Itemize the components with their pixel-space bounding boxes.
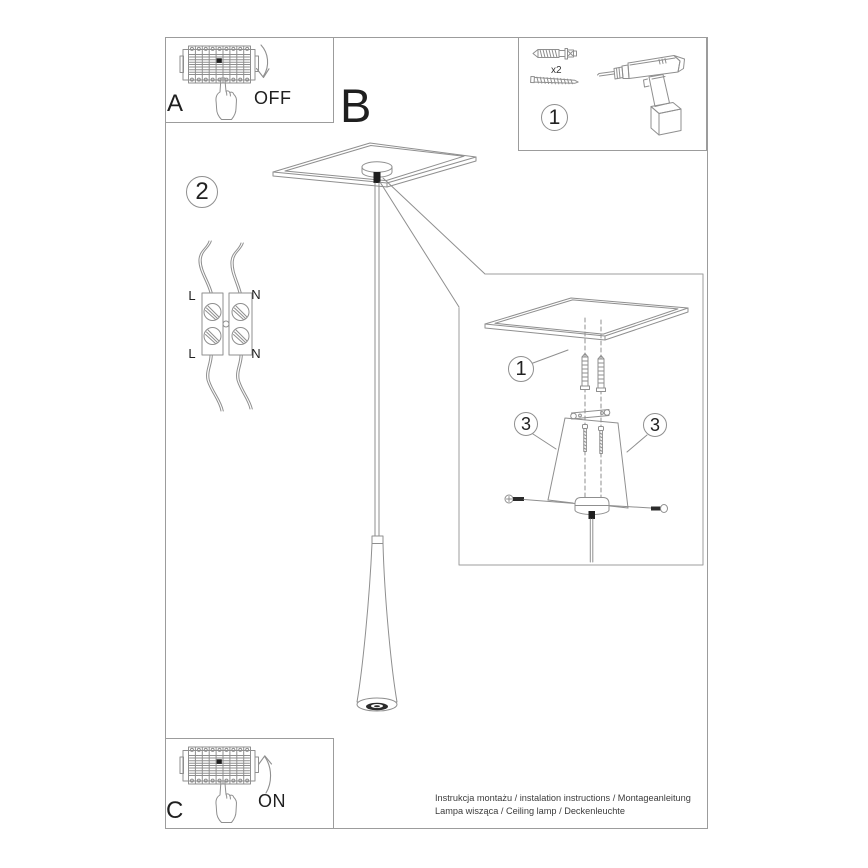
inset-step-1-badge xyxy=(508,356,534,382)
inset-step-3-right-badge xyxy=(643,413,667,437)
parts-step-badge xyxy=(541,104,568,131)
wire-label-n-top: N xyxy=(251,287,261,302)
on-label: ON xyxy=(258,791,286,811)
parts-step-number: 1 xyxy=(548,105,561,129)
wire-label-n-bottom: N xyxy=(251,346,261,361)
step-label-b: B xyxy=(340,79,372,132)
off-label: OFF xyxy=(254,88,292,108)
inset-step-1-number: 1 xyxy=(515,357,527,380)
wire-label-l-bottom: L xyxy=(188,346,196,361)
step-2-number: 2 xyxy=(195,178,209,205)
inset-step-3-left-number: 3 xyxy=(520,413,531,434)
footer-text xyxy=(435,792,705,819)
wall-plug-icon xyxy=(533,49,577,60)
drill-icon xyxy=(598,56,685,136)
inset-step-3-right-number: 3 xyxy=(649,414,660,435)
footer-line-1: Instrukcja montażu / instalation instructions / Montageanleitung xyxy=(435,793,691,803)
screw-quantity: x2 xyxy=(551,65,562,76)
step-2-badge xyxy=(186,176,218,208)
footer-line-2: Lampa wisząca / Ceiling lamp / Deckenleuchte xyxy=(435,806,625,817)
step-label-c: C xyxy=(166,797,184,824)
step-label-a: A xyxy=(167,90,184,117)
wire-label-l-top: L xyxy=(188,288,196,303)
screw-icon xyxy=(531,76,579,85)
inset-step-3-left-badge xyxy=(514,412,538,436)
